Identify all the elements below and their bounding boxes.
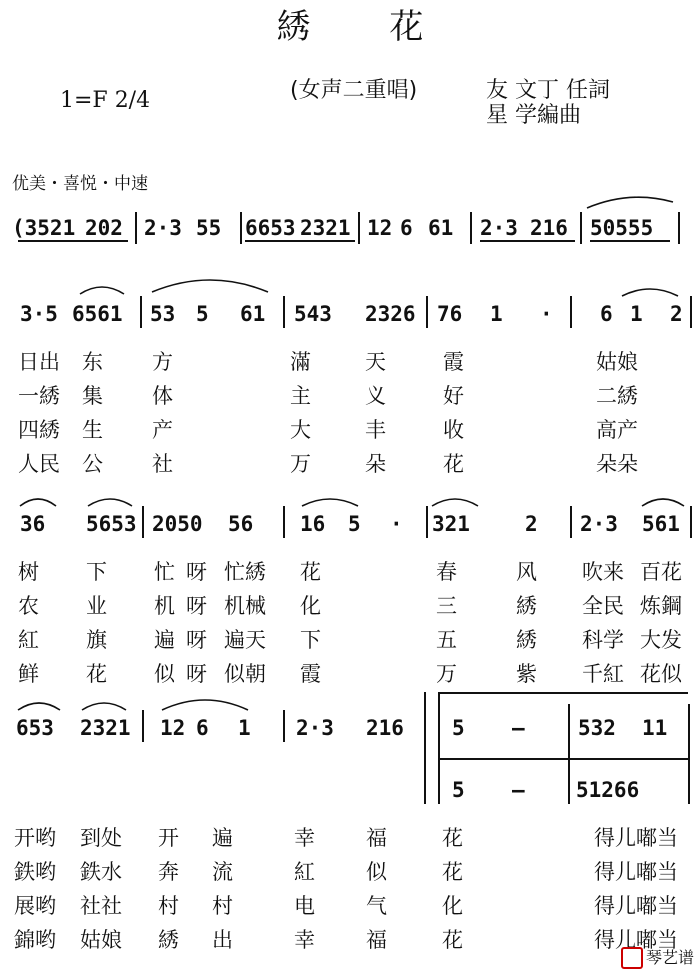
slur-arc bbox=[160, 692, 250, 712]
lyric-word: 朵朵 bbox=[596, 452, 638, 476]
note-group: 5 bbox=[452, 716, 465, 740]
lyric-word: 花 bbox=[443, 452, 464, 476]
lyric-word: 千紅 bbox=[582, 662, 624, 686]
lyric-word: 吹来 bbox=[582, 560, 624, 584]
staff-line-4-lower bbox=[0, 778, 700, 808]
bar-line bbox=[140, 296, 142, 328]
note-group: 1 bbox=[630, 302, 643, 326]
lyric-word: 展哟 bbox=[14, 894, 56, 918]
note-group: 6653 bbox=[245, 216, 296, 240]
note-group: 53 bbox=[150, 302, 176, 326]
bar-line bbox=[570, 506, 572, 538]
lyric-word: 村 bbox=[212, 894, 233, 918]
lyric-word: 花 bbox=[86, 662, 107, 686]
note-group: 202 bbox=[85, 216, 123, 240]
lyric-word: 呀 bbox=[186, 560, 207, 584]
note-group: 216 bbox=[366, 716, 404, 740]
watermark bbox=[621, 945, 694, 970]
bar-line bbox=[688, 704, 690, 804]
bar-line bbox=[470, 212, 472, 244]
lyric-word: 呀 bbox=[186, 594, 207, 618]
lyric-word: 福 bbox=[366, 826, 387, 850]
note-group: · bbox=[390, 512, 403, 536]
beam-line bbox=[245, 240, 355, 242]
lyric-word: 开 bbox=[158, 826, 179, 850]
lyric-word: 霞 bbox=[300, 662, 321, 686]
lyric-word: 三 bbox=[436, 594, 457, 618]
beam-line bbox=[18, 240, 128, 242]
lyric-word: 高产 bbox=[596, 418, 638, 442]
lyric-word: 生 bbox=[82, 418, 103, 442]
staff-line-4 bbox=[0, 716, 700, 746]
lyric-word: 好 bbox=[443, 384, 464, 408]
slur-arc bbox=[585, 192, 675, 212]
lyric-word: 炼鋼 bbox=[640, 594, 682, 618]
lyric-word: 四綉 bbox=[18, 418, 60, 442]
lyric-word: 社社 bbox=[80, 894, 122, 918]
lyric-word: 姑娘 bbox=[80, 928, 122, 952]
lyric-word: 人民 bbox=[18, 452, 60, 476]
bar-line bbox=[580, 212, 582, 244]
lyric-word: 遍 bbox=[154, 628, 175, 652]
note-group: 653 bbox=[16, 716, 54, 740]
note-group: (3521 bbox=[12, 216, 76, 240]
lyrics-verse-1 bbox=[0, 822, 700, 848]
lyric-word: 收 bbox=[443, 418, 464, 442]
lyric-word: 得儿嘟当 bbox=[594, 928, 678, 952]
note-group: 2321 bbox=[80, 716, 131, 740]
note-group: 6 bbox=[196, 716, 209, 740]
note-group: 55 bbox=[196, 216, 222, 240]
lyric-word: 万 bbox=[436, 662, 457, 686]
tie-arc bbox=[16, 696, 62, 712]
note-group: 16 bbox=[300, 512, 326, 536]
lyric-word: 大 bbox=[290, 418, 311, 442]
note-group: 2·3 bbox=[580, 512, 618, 536]
tie-arc bbox=[620, 282, 680, 298]
lyrics-verse-3 bbox=[0, 890, 700, 916]
lyric-word: 开哟 bbox=[14, 826, 56, 850]
beam-line bbox=[590, 240, 670, 242]
note-group: 51266 bbox=[576, 778, 640, 802]
lyric-word: 科学 bbox=[582, 628, 624, 652]
note-group: 61 bbox=[240, 302, 266, 326]
note-group: 76 bbox=[437, 302, 463, 326]
note-group: 1 bbox=[238, 716, 251, 740]
lyric-word: 綉 bbox=[516, 594, 537, 618]
note-group: 61 bbox=[428, 216, 454, 240]
lyrics-verse-2 bbox=[0, 590, 700, 616]
lyric-word: 似 bbox=[154, 662, 175, 686]
lyric-word: 一綉 bbox=[18, 384, 60, 408]
lyric-word: 姑娘 bbox=[596, 350, 638, 374]
note-group: 216 bbox=[530, 216, 568, 240]
note-group: 12 bbox=[367, 216, 393, 240]
lyric-word: 得儿嘟当 bbox=[594, 826, 678, 850]
note-group: 50555 bbox=[590, 216, 654, 240]
tempo-marking: 优美・喜悦・中速 bbox=[12, 174, 148, 194]
lyric-word: 遍 bbox=[212, 826, 233, 850]
note-group: 1 bbox=[490, 302, 503, 326]
bar-line bbox=[283, 710, 285, 742]
lyric-word: 花 bbox=[442, 860, 463, 884]
bar-line bbox=[426, 296, 428, 328]
lyric-word: 二綉 bbox=[596, 384, 638, 408]
lyric-word: 方 bbox=[152, 350, 173, 374]
note-group: 561 bbox=[642, 512, 680, 536]
lyric-word: 花似 bbox=[640, 662, 682, 686]
bar-line bbox=[568, 704, 570, 804]
lyrics-verse-4 bbox=[0, 448, 700, 474]
tie-arc bbox=[80, 696, 128, 712]
note-group: 321 bbox=[432, 512, 470, 536]
lyric-word: 村 bbox=[158, 894, 179, 918]
logo-icon bbox=[621, 947, 643, 969]
lyric-word: 下 bbox=[86, 560, 107, 584]
lyric-word: 义 bbox=[365, 384, 386, 408]
note-group: — bbox=[512, 716, 525, 740]
lyric-word: 霞 bbox=[443, 350, 464, 374]
slur-arc bbox=[150, 272, 270, 294]
lyric-word: 下 bbox=[300, 628, 321, 652]
note-group: 5 bbox=[348, 512, 361, 536]
tie-arc bbox=[78, 280, 126, 296]
note-group: 36 bbox=[20, 512, 46, 536]
lyric-word: 百花 bbox=[640, 560, 682, 584]
lyric-word: 体 bbox=[152, 384, 173, 408]
tie-arc bbox=[640, 492, 686, 508]
lyric-word: 綉 bbox=[516, 628, 537, 652]
bar-line bbox=[283, 296, 285, 328]
bar-line bbox=[142, 710, 144, 742]
lyric-word: 公 bbox=[82, 452, 103, 476]
composer-credit: 星 学編曲 bbox=[486, 103, 581, 128]
lyric-word: 业 bbox=[86, 594, 107, 618]
lyric-word: 花 bbox=[300, 560, 321, 584]
note-group: · bbox=[540, 302, 553, 326]
lyric-word: 福 bbox=[366, 928, 387, 952]
lyric-word: 鉄哟 bbox=[14, 860, 56, 884]
song-title: 綉 花 bbox=[276, 7, 458, 47]
lyric-word: 綉 bbox=[158, 928, 179, 952]
lyric-word: 东 bbox=[82, 350, 103, 374]
lyrics-verse-4 bbox=[0, 658, 700, 684]
lyrics-verse-3 bbox=[0, 624, 700, 650]
lyric-word: 呀 bbox=[186, 662, 207, 686]
lyric-word: 似 bbox=[366, 860, 387, 884]
lyric-word: 电 bbox=[294, 894, 315, 918]
lyrics-verse-1 bbox=[0, 556, 700, 582]
bar-line bbox=[678, 212, 680, 244]
lyric-word: 春 bbox=[436, 560, 457, 584]
note-group: 2 bbox=[670, 302, 683, 326]
lyrics-verse-3 bbox=[0, 414, 700, 440]
lyric-word: 出 bbox=[212, 928, 233, 952]
lyric-word: 到处 bbox=[80, 826, 122, 850]
note-group: 12 bbox=[160, 716, 186, 740]
lyric-word: 五 bbox=[436, 628, 457, 652]
bar-line bbox=[142, 506, 144, 538]
tie-arc bbox=[18, 492, 58, 508]
lyric-word: 得儿嘟当 bbox=[594, 860, 678, 884]
note-group: 532 bbox=[578, 716, 616, 740]
lyric-word: 紫 bbox=[516, 662, 537, 686]
note-group: 2050 bbox=[152, 512, 203, 536]
lyric-word: 集 bbox=[82, 384, 103, 408]
lyric-word: 紅 bbox=[18, 628, 39, 652]
lyric-word: 紅 bbox=[294, 860, 315, 884]
lyric-word: 丰 bbox=[365, 418, 386, 442]
lyric-word: 奔 bbox=[158, 860, 179, 884]
tie-arc bbox=[430, 492, 480, 508]
lyric-word: 流 bbox=[212, 860, 233, 884]
tie-arc bbox=[86, 492, 134, 508]
lyric-word: 得儿嘟当 bbox=[594, 894, 678, 918]
lyrics-verse-1 bbox=[0, 346, 700, 372]
lyric-word: 大发 bbox=[640, 628, 682, 652]
bar-line bbox=[424, 692, 426, 804]
note-group: 6561 bbox=[72, 302, 123, 326]
lyric-word: 幸 bbox=[294, 826, 315, 850]
lyric-word: 花 bbox=[442, 826, 463, 850]
lyric-word: 全民 bbox=[582, 594, 624, 618]
note-group: 56 bbox=[228, 512, 254, 536]
lyric-word: 机 bbox=[154, 594, 175, 618]
lyric-word: 錦哟 bbox=[14, 928, 56, 952]
lyrics-verse-2 bbox=[0, 856, 700, 882]
bar-line bbox=[240, 212, 242, 244]
bar-line bbox=[690, 506, 692, 538]
note-group: 5 bbox=[196, 302, 209, 326]
lyric-word: 万 bbox=[290, 452, 311, 476]
bar-line bbox=[426, 506, 428, 538]
lyric-word: 忙綉 bbox=[224, 560, 266, 584]
lyric-word: 滿 bbox=[290, 350, 311, 374]
note-group: 2·3 bbox=[296, 716, 334, 740]
note-group: 6 bbox=[400, 216, 413, 240]
lyric-word: 主 bbox=[290, 384, 311, 408]
watermark-text: 琴艺谱 bbox=[645, 947, 694, 967]
lyrics-verse-2 bbox=[0, 380, 700, 406]
note-group: 6 bbox=[600, 302, 613, 326]
bar-line bbox=[570, 296, 572, 328]
bar-line bbox=[690, 296, 692, 328]
note-group: 2·3 bbox=[480, 216, 518, 240]
lyrics-verse-4 bbox=[0, 924, 700, 950]
lyricist-credit: 友 文丁 任詞 bbox=[486, 78, 610, 103]
bar-line bbox=[358, 212, 360, 244]
lyric-word: 呀 bbox=[186, 628, 207, 652]
lyric-word: 幸 bbox=[294, 928, 315, 952]
note-group: 543 bbox=[294, 302, 332, 326]
note-group: — bbox=[512, 778, 525, 802]
lyric-word: 产 bbox=[152, 418, 173, 442]
lyric-word: 天 bbox=[365, 350, 386, 374]
note-group: 2326 bbox=[365, 302, 416, 326]
lyric-word: 忙 bbox=[154, 560, 175, 584]
note-group: 5 bbox=[452, 778, 465, 802]
staff-line-3 bbox=[0, 512, 700, 542]
note-group: 2321 bbox=[300, 216, 351, 240]
lyric-word: 花 bbox=[442, 928, 463, 952]
note-group: 11 bbox=[642, 716, 668, 740]
note-group: 5653 bbox=[86, 512, 137, 536]
lyric-word: 气 bbox=[366, 894, 387, 918]
tie-arc bbox=[300, 492, 360, 508]
lyric-word: 似朝 bbox=[224, 662, 266, 686]
bracket-line bbox=[438, 758, 688, 760]
lyric-word: 旗 bbox=[86, 628, 107, 652]
lyric-word: 树 bbox=[18, 560, 39, 584]
lyric-word: 日出 bbox=[18, 350, 60, 374]
lyric-word: 鉄水 bbox=[80, 860, 122, 884]
lyric-word: 朵 bbox=[365, 452, 386, 476]
bar-line bbox=[438, 692, 440, 804]
lyric-word: 化 bbox=[300, 594, 321, 618]
bar-line bbox=[283, 506, 285, 538]
staff-line-2 bbox=[0, 302, 700, 332]
bar-line bbox=[135, 212, 137, 244]
lyric-word: 化 bbox=[442, 894, 463, 918]
lyric-word: 风 bbox=[516, 560, 537, 584]
lyric-word: 农 bbox=[18, 594, 39, 618]
key-signature: 1=F 2/4 bbox=[60, 88, 151, 113]
performance-note: (女声二重唱) bbox=[290, 78, 418, 103]
note-group: 2·3 bbox=[144, 216, 182, 240]
note-group: 3·5 bbox=[20, 302, 58, 326]
lyric-word: 遍天 bbox=[224, 628, 266, 652]
note-group: 2 bbox=[525, 512, 538, 536]
lyric-word: 鲜 bbox=[18, 662, 39, 686]
beam-line bbox=[480, 240, 575, 242]
bracket-line bbox=[438, 692, 688, 694]
lyric-word: 机械 bbox=[224, 594, 266, 618]
lyric-word: 社 bbox=[152, 452, 173, 476]
